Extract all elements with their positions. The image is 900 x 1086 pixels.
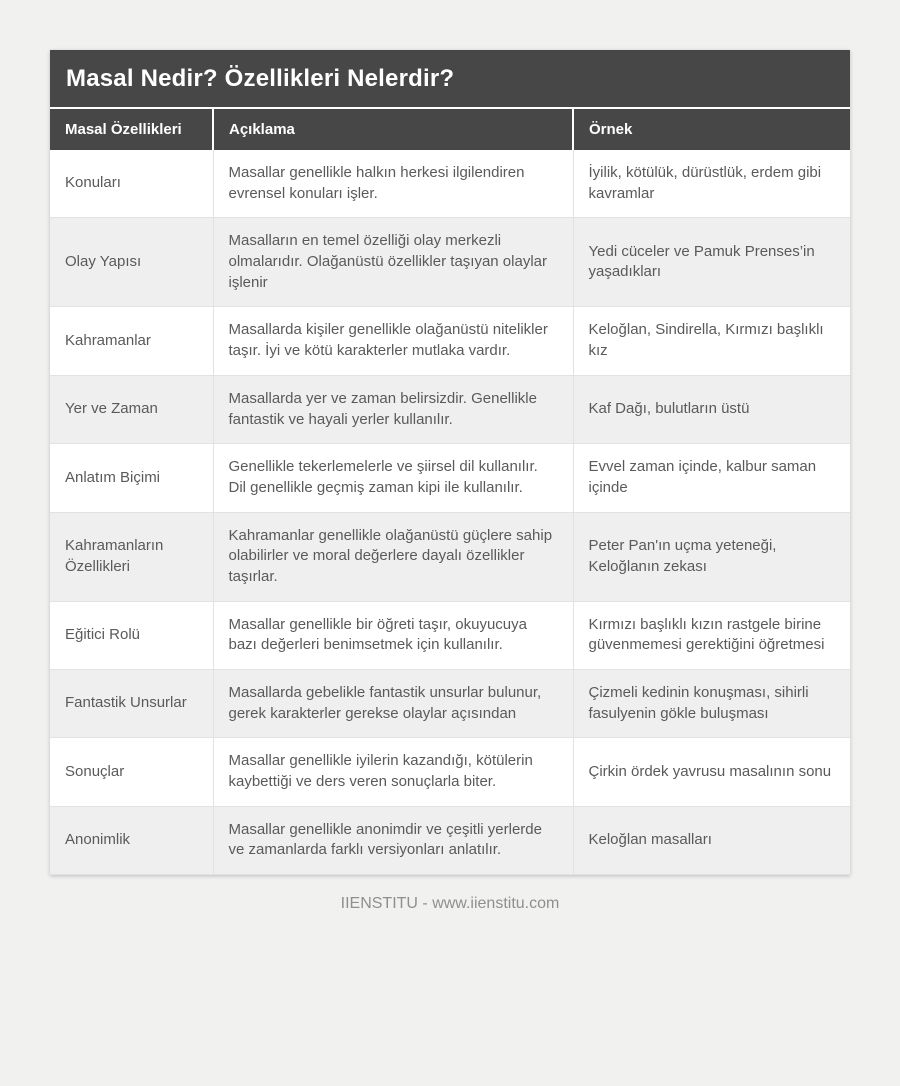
table-row [50, 670, 850, 738]
page-title: Masal Nedir? Özellikleri Nelerdir? [50, 50, 850, 107]
table-body [50, 150, 850, 875]
table-row [50, 806, 850, 874]
cell-example: Çirkin ördek yavrusu masalının sonu [573, 738, 850, 806]
cell-example: Evvel zaman içinde, kalbur saman içinde [573, 444, 850, 512]
table-row [50, 738, 850, 806]
content-card [50, 50, 850, 875]
cell-feature: Anlatım Biçimi [50, 444, 213, 512]
table-row [50, 307, 850, 375]
cell-description: Masallar genellikle halkın herkesi ilgilendiren evrensel konuları işler. [213, 150, 573, 218]
table-row [50, 150, 850, 218]
table-row [50, 375, 850, 443]
cell-example: Keloğlan masalları [573, 806, 850, 874]
cell-description: Kahramanlar genellikle olağanüstü güçlere sahip olabilirler ve moral değerlere dayalı özellikler taşırlar. [213, 512, 573, 601]
masal-features-table [50, 107, 850, 875]
cell-feature: Kahramanların Özellikleri [50, 512, 213, 601]
cell-description: Masallar genellikle iyilerin kazandığı, kötülerin kaybettiği ve ders veren sonuçlarla biter. [213, 738, 573, 806]
column-header-example: Örnek [573, 108, 850, 150]
cell-description: Masallarda yer ve zaman belirsizdir. Genellikle fantastik ve hayali yerler kullanılır. [213, 375, 573, 443]
cell-feature: Sonuçlar [50, 738, 213, 806]
footer-credit: IIENSTITU - www.iienstitu.com [340, 895, 560, 913]
cell-example: Peter Pan'ın uçma yeteneği, Keloğlanın zekası [573, 512, 850, 601]
cell-example: Yedi cüceler ve Pamuk Prenses’in yaşadıkları [573, 218, 850, 307]
cell-description: Masallar genellikle anonimdir ve çeşitli yerlerde ve zamanlarda farklı versiyonları anlatılır. [213, 806, 573, 874]
cell-feature: Eğitici Rolü [50, 601, 213, 669]
column-header-description: Açıklama [213, 108, 573, 150]
table-header-row [50, 108, 850, 150]
cell-example: Çizmeli kedinin konuşması, sihirli fasulyenin gökle buluşması [573, 670, 850, 738]
column-header-feature: Masal Özellikleri [50, 108, 213, 150]
cell-description: Masallarda gebelikle fantastik unsurlar bulunur, gerek karakterler gerekse olaylar açısından [213, 670, 573, 738]
cell-feature: Olay Yapısı [50, 218, 213, 307]
table-row [50, 218, 850, 307]
cell-feature: Kahramanlar [50, 307, 213, 375]
table-row [50, 601, 850, 669]
cell-description: Genellikle tekerlemelerle ve şiirsel dil kullanılır. Dil genellikle geçmiş zaman kipi ile kullanılır. [213, 444, 573, 512]
cell-feature: Anonimlik [50, 806, 213, 874]
cell-feature: Yer ve Zaman [50, 375, 213, 443]
cell-feature: Konuları [50, 150, 213, 218]
cell-description: Masalların en temel özelliği olay merkezli olmalarıdır. Olağanüstü özellikler taşıyan olaylar işlenir [213, 218, 573, 307]
cell-example: Kaf Dağı, bulutların üstü [573, 375, 850, 443]
cell-description: Masallar genellikle bir öğreti taşır, okuyucuya bazı değerleri benimsetmek için kullanılır. [213, 601, 573, 669]
table-row [50, 444, 850, 512]
cell-example: Kırmızı başlıklı kızın rastgele birine güvenmemesi gerektiğini öğretmesi [573, 601, 850, 669]
cell-example: Keloğlan, Sindirella, Kırmızı başlıklı kız [573, 307, 850, 375]
table-row [50, 512, 850, 601]
cell-example: İyilik, kötülük, dürüstlük, erdem gibi kavramlar [573, 150, 850, 218]
cell-description: Masallarda kişiler genellikle olağanüstü nitelikler taşır. İyi ve kötü karakterler mutlaka vardır. [213, 307, 573, 375]
cell-feature: Fantastik Unsurlar [50, 670, 213, 738]
